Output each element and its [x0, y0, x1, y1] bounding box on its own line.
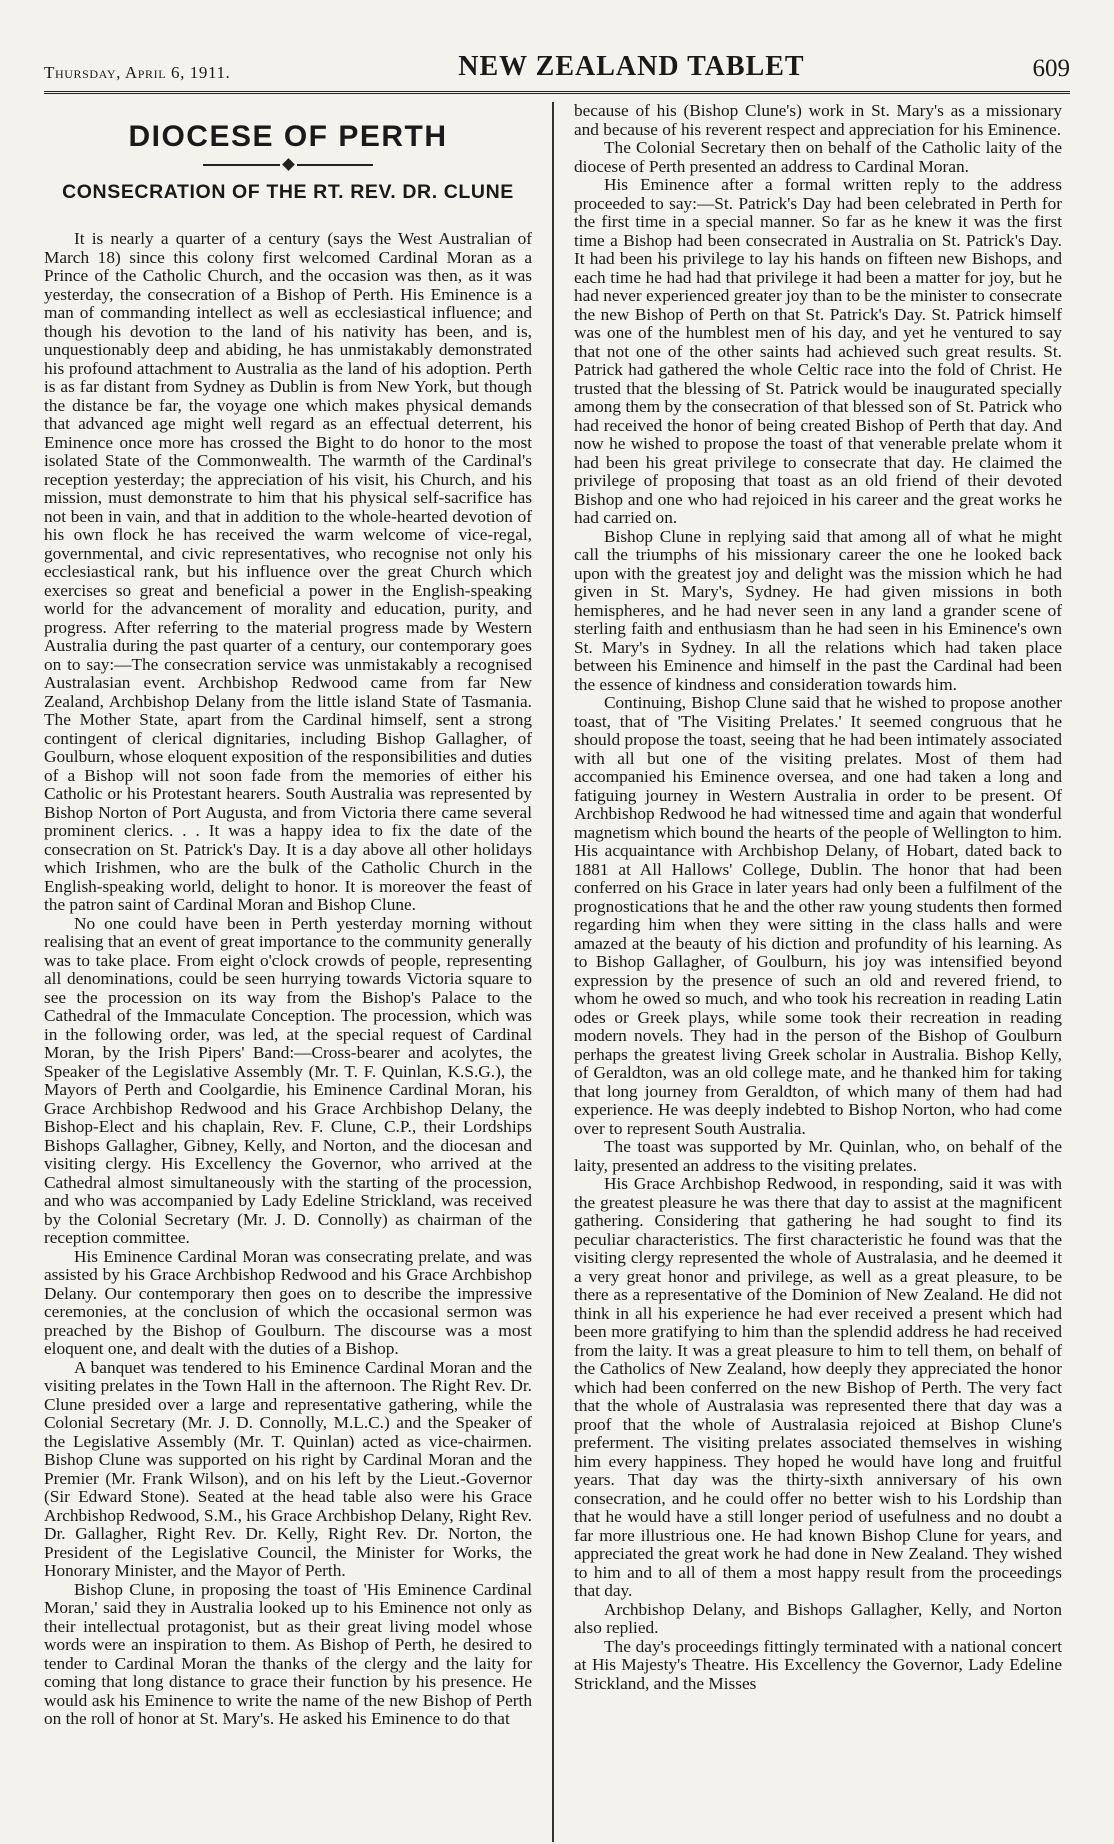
left-paragraph: It is nearly a quarter of a century (says the West Australian of March 18) since this colony first welcomed Cardinal Moran as a Prince of the Catholic Church, and the occasion was then, as it was yesterday, the consecration of a Bishop of Perth. His Eminence is a man of commanding intellect as well as ecclesiastical influence; and though his devotion to the land of his nativity has been, and is, unquestionably deep and abiding, he has unmistakably demonstrated his profound attachment to Australia as the land of his adoption. Perth is as far distant from Sydney as Dublin is from New York, but though the distance be far, the voyage one which makes physical demands that advanced age might well regard as an effectual deterrent, his Eminence once more has crossed the Bight to do honor to the most isolated State of the Commonwealth. The warmth of the Cardinal's reception yesterday; the appreciation of his visit, his Church, and his mission, must demonstrate to him that his physical self-sacrifice has not been in vain, and that in addition to the whole-hearted devotion of his own flock he has received the warm welcome of vice-regal, governmental, and civic representatives, who recognise not only his ecclesiastical rank, but his influence over the great Church which exercises so great and beneficial a power in the English-speaking world for the advancement of morality and education, purity, and progress. After referring to the material progress made by Western Australia during the past quarter of a century, our contemporary goes on to say:—The consecration service was unmistakably a recognised Australasian event. Archbishop Redwood came from far New Zealand, Archbishop Delany from the little island State of Tasmania. The Mother State, apart from the Cardinal himself, sent a strong contingent of clerical dignitaries, including Bishop Gallagher, of Goulburn, whose eloquent exposition of the responsibilities and duties of a Bishop will not soon fade from the memories of either his Catholic or his Protestant hearers. South Australia was represented by Bishop Norton of Port Augusta, and from Victoria there came several prominent clerics. . . It was a happy idea to fix the date of the consecration on St. Patrick's Day. It is a day above all other holidays which Irishmen, who are the bulk of the Catholic Church in the English-speaking world, delight to honor. It is moreover the feast of the patron saint of Cardinal Moran and Bishop Clune.	[44, 229, 532, 914]
right-paragraph: His Eminence after a formal written reply to the address proceeded to say:—St. Patrick's Day had been celebrated in Perth for the first time in a special manner. So far as he knew it was the first time a Bishop had been consecrated in Australia on St. Patrick's Day. It had been his privilege to lay his hands on fifteen new Bishops, and each time he had had that privilege it had been a matter for joy, but he had never experienced greater joy than to be the minister to consecrate the new Bishop of Perth on that St. Patrick's Day. St. Patrick himself was one of the humblest men of his day, and yet he ventured to say that not one of the other saints had achieved such great results. St. Patrick had gathered the whole Celtic race into the fold of Christ. He trusted that the blessing of St. Patrick would be inaugurated specially among them by the consecration of that blessed son of St. Patrick who had received the honor of being created Bishop of Perth that day. And now he wished to propose the toast of that venerable prelate whom it had been his great privilege to consecrate that day. He claimed the privilege of proposing that toast as an old friend of their devoted Bishop and one who had rejoiced in his career and the great works he had carried on.	[574, 175, 1062, 527]
page-number: 609	[1032, 55, 1070, 82]
article-columns	[44, 102, 1070, 1842]
right-paragraph: The toast was supported by Mr. Quinlan, who, on behalf of the laity, presented an address to the visiting prelates.	[574, 1137, 1062, 1175]
issue-date: Thursday, April 6, 1911.	[44, 63, 231, 82]
right-column	[560, 102, 1062, 1842]
column-divider	[552, 102, 554, 1842]
ornament-rule-right	[297, 164, 374, 166]
left-paragraph: His Eminence Cardinal Moran was consecrating prelate, and was assisted by his Grace Archbishop Redwood and his Grace Archbishop Delany. Our contemporary then goes on to describe the impressive ceremonies, at the conclusion of which the occasional sermon was preached by the Bishop of Goulburn. The discourse was a most eloquent one, and dealt with the duties of a Bishop.	[44, 1246, 532, 1358]
left-paragraph: A banquet was tendered to his Eminence Cardinal Moran and the visiting prelates in the Town Hall in the afternoon. The Right Rev. Dr. Clune presided over a large and representative gathering, while the Colonial Secretary (Mr. J. D. Connolly, M.L.C.) and the Speaker of the Legislative Assembly (Mr. T. Quinlan) acted as vice-chairmen. Bishop Clune was supported on his right by Cardinal Moran and the Premier (Mr. Frank Wilson), and on his left by the Lieut.-Governor (Sir Edward Stone). Seated at the head table also were his Grace Archbishop Redwood, S.M., his Grace Archbishop Delany, Right Rev. Dr. Gallagher, Right Rev. Dr. Kelly, Right Rev. Dr. Norton, the President of the Legislative Council, the Minister for Works, the Honorary Minister, and the Mayor of Perth.	[44, 1357, 532, 1580]
left-paragraph: No one could have been in Perth yesterday morning without realising that an event of great importance to the community generally was to take place. From eight o'clock crowds of people, representing all denominations, could be seen hurrying towards Victoria square to see the procession on its way from the Bishop's Palace to the Cathedral of the Immaculate Conception. The procession, which was in the following order, was led, at the special request of Cardinal Moran, by the Irish Pipers' Band:—Cross-bearer and acolytes, the Speaker of the Legislative Assembly (Mr. T. F. Quinlan, K.S.G.), the Mayors of Perth and Coolgardie, his Eminence Cardinal Moran, his Grace Archbishop Redwood and his Grace Archbishop Delany, the Bishop-Elect and his chaplain, Rev. F. Clune, C.P., their Lordships Bishops Gallagher, Gibney, Kelly, and Norton, and the diocesan and visiting clergy. His Excellency the Governor, who arrived at the Cathedral almost simultaneously with the starting of the procession, and who was accompanied by Lady Edeline Strickland, was received by the Colonial Secretary (Mr. J. D. Connolly) as chairman of the reception committee.	[44, 913, 532, 1247]
right-paragraph: Bishop Clune in replying said that among all of what he might call the triumphs of his missionary career the one he looked back upon with the greatest joy and delight was the mission which he had given in St. Mary's, Sydney. He had given missions in both hemispheres, and he had never seen in any land a grander scene of sterling faith and enthusiasm than he had seen in his Eminence's own St. Mary's in Sydney. In all the relations which had taken place between his Eminence and himself in the past the Cardinal had been the essence of kindness and consideration towards him.	[574, 526, 1062, 694]
ornament-rule-left	[203, 164, 280, 166]
article-subheadline: CONSECRATION OF THE RT. REV. DR. CLUNE	[62, 181, 514, 203]
headline-ornament	[203, 160, 373, 169]
publication-title: NEW ZEALAND TABLET	[458, 51, 805, 82]
article-headline: DIOCESE OF PERTH	[128, 120, 448, 153]
right-paragraph: The day's proceedings fittingly terminated with a national concert at His Majesty's Theatre. His Excellency the Governor, Lady Edeline Strickland, and the Misses	[574, 1636, 1062, 1693]
left-column	[44, 102, 546, 1842]
left-paragraph: Bishop Clune, in proposing the toast of 'His Eminence Cardinal Moran,' said they in Australia looked up to his Eminence not only as their intellectual protagonist, but as their great living model whose words were an inspiration to them. As Bishop of Perth, he desired to tender to Cardinal Moran the thanks of the clergy and the laity for coming that long distance to grace their function by his presence. He would ask his Eminence to write the name of the new Bishop of Perth on the roll of honor at St. Mary's. He asked his Eminence to do that	[44, 1579, 532, 1728]
right-paragraph: His Grace Archbishop Redwood, in responding, said it was with the greatest pleasure he was there that day to assist at the magnificent gathering. Considering that gathering he had sought to find its peculiar characteristics. The first characteristic he found was that the visiting clergy represented the whole of Australasia, and he deemed it a very great honor and privilege, as well as a great pleasure, to be there as a representative of the Dominion of New Zealand. He did not think in all his experience he had ever received a present which had been more gratifying to him than the splendid address he had received from the laity. It was a great pleasure to him to tell them, on behalf of the Catholics of New Zealand, how deeply they appreciated the honor which had been conferred on the new Bishop of Perth. The very fact that the whole of Australasia was represented there that day was a proof that the whole of Australasia rejoiced at Bishop Clune's preferment. The visiting prelates associated themselves in wishing him every happiness. They hoped he would have long and fruitful years. That day was the thirty-sixth anniversary of his own consecration, and he could offer no better wish to his Lordship than that he would have a still longer period of usefulness and no doubt a far more illustrious one. He had known Bishop Clune for years, and appreciated the great work he had done in New Zealand. They wished to him and to all of them a most happy result from the proceedings that day.	[574, 1174, 1062, 1600]
right-paragraph: Continuing, Bishop Clune said that he wished to propose another toast, that of 'The Visiting Prelates.' It seemed congruous that he should propose the toast, seeing that he had been intimately associated with all but one of the visiting prelates. Most of them had accompanied his Eminence oversea, and one had taken a long and fatiguing journey in Western Australia in order to be present. Of Archbishop Redwood he had witnessed time and again that wonderful magnetism which bound the hearts of the people of Wellington to him. His acquaintance with Archbishop Delany, of Hobart, dated back to 1881 at All Hallows' College, Dublin. The honor that had been conferred on his Grace in later years had only been a fulfilment of the prognostications that he and the other raw young students then formed regarding him when they were sitting in the class halls and were amazed at the beauty of his diction and profundity of his learning. As to Bishop Gallagher, of Goulburn, his joy was intensified beyond expression by the presence of such an old and revered friend, to whom he owed so much, and who took his recreation in reading Latin odes or Greek plays, while some took their recreation in reading modern novels. They had in the person of the Bishop of Goulburn perhaps the greatest living Greek scholar in Australia. Bishop Kelly, of Geraldton, was an old college mate, and he thanked him for taking that long journey from Geraldton, of which many of them had had experience. He was deeply indebted to Bishop Norton, who had come over to represent South Australia.	[574, 693, 1062, 1138]
right-paragraph: Archbishop Delany, and Bishops Gallagher, Kelly, and Norton also replied.	[574, 1599, 1062, 1637]
right-paragraph: because of his (Bishop Clune's) work in St. Mary's as a missionary and because of his reverent respect and appreciation for his Eminence.	[574, 102, 1062, 139]
diamond-ornament-icon	[282, 158, 295, 171]
page-header	[44, 40, 1070, 94]
right-paragraph: The Colonial Secretary then on behalf of the Catholic laity of the diocese of Perth presented an address to Cardinal Moran.	[574, 138, 1062, 176]
